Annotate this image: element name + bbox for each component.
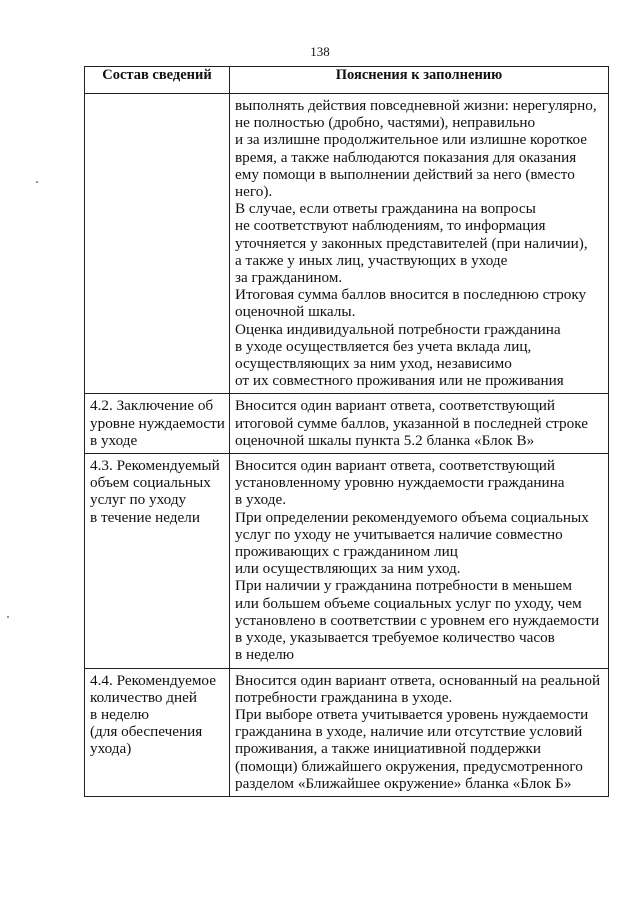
item-text <box>85 669 229 762</box>
text-line: При выборе ответа учитывается уровень нуждаемости <box>235 705 589 723</box>
text-line: оценочной шкалы пункта 5.2 бланка «Блок В» <box>235 431 535 449</box>
text-line: выполнять действия повседневной жизни: нерегулярно, <box>235 97 597 114</box>
text-line: а также у иных лиц, участвующих в уходе <box>235 251 508 269</box>
table-cell-explanation <box>230 454 609 668</box>
text-line: в течение недели <box>90 508 200 526</box>
text-line: Вносится один вариант ответа, соответствующий <box>235 397 556 415</box>
text-line: Вносится один вариант ответа, соответствующий <box>235 457 556 475</box>
text-line: от их совместного проживания или не проживания <box>235 372 564 390</box>
item-text <box>85 394 229 453</box>
scan-speck <box>36 181 38 183</box>
text-line: объем социальных <box>90 474 211 492</box>
explanation-text <box>230 394 608 453</box>
text-line: уровне нуждаемости <box>90 414 225 432</box>
text-line: Вносится один вариант ответа, основанный на реальной <box>235 671 601 689</box>
text-line: гражданина в уходе, наличие или отсутствие условий <box>235 723 583 741</box>
text-line: Оценка индивидуальной потребности гражданина <box>235 320 561 338</box>
table-cell-item <box>85 668 230 796</box>
column-header-explanations: Пояснения к заполнению <box>230 67 609 94</box>
table-cell-empty <box>85 94 230 394</box>
text-line: (помощи) ближайшего окружения, предусмотренного <box>235 757 583 775</box>
text-line: за гражданином. <box>235 269 343 287</box>
table-cell-explanation <box>230 668 609 796</box>
text-line: или осуществляющих за ним уход. <box>235 560 461 578</box>
table-row-4-4 <box>85 668 609 796</box>
text-line: время, а также наблюдаются показания для оказания <box>235 148 577 166</box>
text-line: в уходе. <box>235 491 286 509</box>
text-line: 4.2. Заключение об <box>90 397 214 415</box>
text-line: и за излишне продолжительное или излишне короткое <box>235 131 587 149</box>
table-cell-explanation <box>230 94 609 394</box>
text-line: проживающих с гражданином лиц <box>235 543 458 561</box>
explanation-text <box>230 94 608 393</box>
text-line: услуг по уходу не учитывается наличие совместно <box>235 525 563 543</box>
text-line: В случае, если ответы гражданина на вопросы <box>235 200 536 218</box>
text-line: При определении рекомендуемого объема социальных <box>235 508 589 526</box>
table-row-4-2 <box>85 394 609 454</box>
page-number: 138 <box>310 44 330 59</box>
text-line: него). <box>235 183 273 201</box>
text-line: или большем объеме социальных услуг по уходу, чем <box>235 594 582 612</box>
text-line: не полностью (дробно, частями), неправильно <box>235 114 536 132</box>
text-line: в неделю <box>90 705 150 723</box>
text-line: установлено в соответствии с уровнем его нуждаемости <box>235 611 600 629</box>
text-line: При наличии у гражданина потребности в меньшем <box>235 577 572 595</box>
scan-speck <box>7 616 9 618</box>
text-line: не соответствуют наблюдениям, то информация <box>235 217 546 235</box>
text-line: в неделю <box>235 646 295 664</box>
table-row-4-3 <box>85 454 609 668</box>
table-cell-explanation <box>230 394 609 454</box>
text-line: ухода) <box>90 740 132 758</box>
column-header-composition: Состав сведений <box>85 67 230 94</box>
explanation-text <box>230 669 608 796</box>
text-line: уточняется у законных представителей (при наличии), <box>235 234 588 252</box>
text-line: в уходе осуществляется без учета вклада лиц, <box>235 337 532 355</box>
text-line: ему помощи в выполнении действий за него (вместо <box>235 165 575 183</box>
item-text <box>85 454 229 530</box>
text-line: 4.3. Рекомендуемый <box>90 457 220 475</box>
explanation-text <box>230 454 608 667</box>
text-line: количество дней <box>90 688 198 706</box>
text-line: в уходе <box>90 431 138 449</box>
text-line: 4.4. Рекомендуемое <box>90 671 216 689</box>
text-line: проживания, а также инициативной поддержки <box>235 740 542 758</box>
table-cell-item <box>85 394 230 454</box>
table-cell-item <box>85 454 230 668</box>
text-line: установленному уровню нуждаемости гражданина <box>235 474 565 492</box>
table-header-row <box>85 67 609 94</box>
text-line: в уходе, указывается требуемое количество часов <box>235 629 555 647</box>
table-row-continuation <box>85 94 609 394</box>
text-line: услуг по уходу <box>90 491 187 509</box>
requirements-table <box>84 66 609 797</box>
text-line: оценочной шкалы. <box>235 303 356 321</box>
text-line: (для обеспечения <box>90 723 203 741</box>
text-line: Итоговая сумма баллов вносится в последнюю строку <box>235 286 587 304</box>
text-line: осуществляющих за ним уход, независимо <box>235 355 512 373</box>
text-line: разделом «Ближайшее окружение» бланка «Блок Б» <box>235 774 572 792</box>
text-line: итоговой сумме баллов, указанной в последней строке <box>235 414 588 432</box>
text-line: потребности гражданина в уходе. <box>235 688 453 706</box>
